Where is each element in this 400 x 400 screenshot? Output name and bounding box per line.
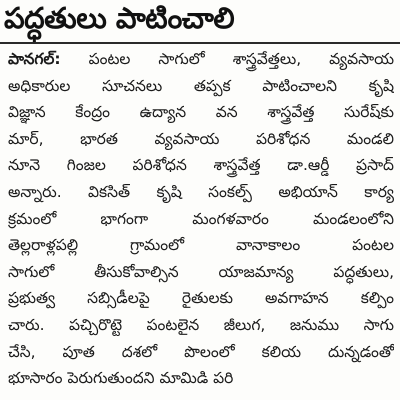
article-line-10: ప్రభుత్వ సబ్సిడీలపై రైతులకు అవగాహన కల్పిం — [8, 289, 394, 308]
article-line-12: చేసి, పూత దశలో పొలంలో కలియ దున్నడంతో — [8, 342, 394, 361]
article-line-8: తెల్లరాళ్లపల్లి గ్రామంలో వానాకాలం పంటల — [8, 236, 394, 255]
article-line-4: మార్, భారత వ్యవసాయ పరిశోధన మండలి — [8, 129, 394, 148]
headline-divider — [0, 42, 400, 44]
article-line-5: నూనె గింజల పరిశోధన శాస్త్రవేత్త డా.ఆర్డీ ప్రసాద్ — [8, 156, 394, 175]
article-line-3: విజ్ఞాన కేంద్రం ఉద్యాన వన శాస్త్రవేత్త సురేష్‌కు — [8, 103, 394, 122]
article-line-1-text: పంటల సాగులో శాస్త్రవేత్తలు, వ్యవసాయ — [60, 50, 394, 68]
article-line-13: భూసారం పెరుగుతుందని మామిడి పరి — [8, 369, 234, 388]
article-line-6: అన్నారు. వికసిత్ కృషి సంకల్ప్ అభియాన్ కార్య — [8, 182, 394, 201]
article-line-2: అధికారుల సూచనలు తప్పక పాటించాలని కృషి — [8, 76, 394, 95]
article-line-9: సాగులో తీసుకోవాల్సిన యాజమాన్య పద్ధతులు, — [8, 262, 394, 281]
article-line-7: క్రమంలో భాగంగా మంగళవారం మండలంలోని — [8, 209, 394, 228]
article-line-1 — [8, 46, 394, 73]
article-line-11: చారు. పచ్చిరొట్టె పంటలైన జీలుగ, జనుము సాగు — [8, 315, 394, 334]
article-dateline: పానగల్: — [8, 50, 61, 68]
article-body — [8, 46, 394, 392]
article-headline: పద్ధతులు పాటించాలి — [4, 1, 235, 35]
